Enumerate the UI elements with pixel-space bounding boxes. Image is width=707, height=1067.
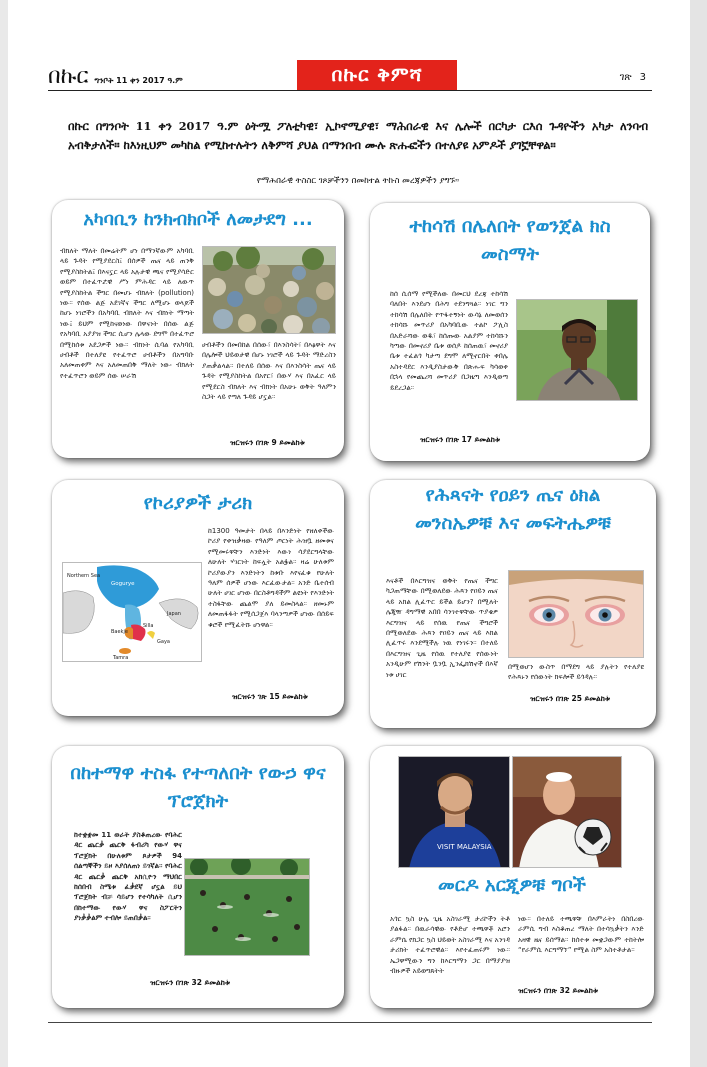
page-reference[interactable]: ዝርዝሩን በገጽ 32 ይመልከቱ	[150, 978, 230, 987]
map-label-sea: Northern Sea	[67, 573, 101, 579]
article-column: ነው። በተለይ ተጫዋቹ በእምራትነ በስበረው ራምሲ ግብ እስቆጠረ ማለት በተሳኳቃትን እንድ አዛዊ ዜና ይሰማል። ከሰተቱ መቋጋውም ተከትሎ “የራምሲ እርግማኘ” የሚል ስም አስተቶታል።	[518, 915, 644, 955]
footer-rule	[48, 1022, 652, 1023]
article-card-legal[interactable]	[370, 203, 650, 461]
map-label-bottom: Tamra	[113, 655, 129, 661]
page-reference[interactable]: ዝርዝሩን ገጽ 15 ይመልከቱ	[232, 692, 308, 701]
page-label: ገጽ	[619, 72, 632, 83]
swimming-pool-photo	[184, 858, 310, 956]
jersey-sponsor: VISIT MALAYSIA	[437, 843, 492, 851]
article-title: በከተማዋ ተስፋ የተጣለበት የውኃ ዋና ፕሮጀክት	[70, 763, 326, 812]
intro-paragraph: በኩር በግንቦት 11 ቀን 2017 ዓ.ም ዕትሟ ፖለቲካዊ፣ ኢኮኖሚያዊ፣ ማሕበራዊ እና ሌሎች በርካታ ርእሰ ጉዳዮችን አካታ ለንባብ አብቅታለች። ከእነዚህም መካከል የሚከተሉትን ለቅምሻ ያህል በማንበብ ሙሉ ጽሑፎችን በተለያዩ አምዶች ያገኟቸዋል።	[68, 119, 648, 152]
pope-with-ball-photo	[512, 756, 622, 868]
article-card-football[interactable]	[370, 746, 654, 1008]
article-column: እናቶች በእርግዝና ወቅት የጤና ችግር ካጋጠማቸው በሚወለደው ሕጻን የዐይን ጤና ላይ አክል ሊፈጥር ይችል ይሆን? በሚለት ሌጂዥ ዳግማዊ አበበ ሳንገተዋቸው ጥያቄዎ እርግዝና ላይ የሰዉ የጤና ችግሮች በሚወለደው ሕጻን የዐይን ጤና ላይ እክል ሊፈጥሩ እንደሚችሉ ነዉ የነገሩን። በተለይ በእርግዝና ጊዜ የሰዉ የተለያዩ የሰውነት አንዲሁም የሽንት ቧንቧ ኢንፌክሽኖች በእኛ ነቱ ሀገር	[386, 577, 498, 679]
newspaper-page	[8, 0, 690, 1067]
article-column: በሚወሆን ውስጥ በማደግ ላይ ያሉትን የተለያዩ የሕጻኑን የሰውነት ክፍሎች ይጎዳሉ።	[508, 663, 644, 682]
map-label-east: Japan	[167, 611, 181, 617]
korea-history-map	[62, 562, 202, 662]
article-column: ከሰ ሲሰማ የሚችለው በመርህ ደረጃ ተከሳሽ ባለበት እንደሆነ በሕግ ተደንግጓል። ነገር ግን ተከሳሽ በሌለበት የጥፋተኝነት ውሳኔ ለመወሰን ተከሳሹ መጥሪያ በአካባቢው ተልኮ ፖሊስ በአድራሻው ወዱ፣ ከሰጡው አልያም ተከሳሹን ካጣው በመኖሪያ ቤቱ ወሰዶ ከሰጠዉ፣ መኖሪያ ቤቱ ተፈልጎ ካታጣ ደግሞ ለሚኖርበት ቀበሌ አስተዳደር እንዲያስታውቅ በጽሑፍ ካሳወቀ በኋላ የመጨረሻ መጥሪያ በጋዜጣ እንዲወጣ ይደረጋል።	[390, 290, 508, 392]
article-column: አጎር ኳስ ሁሌ ጊዜ አስገራሚ ታሪኮችን ትቶ ያልፋል። በዉራሳዊው የቶድሆ ተጫዋቾ አሮን ራምሴ የክጋር ኳስ ህይወት አስገራሚ እና አንገዳ ታሪክት ተፈጥሮዊል። እየተፈጠሩም ነው። ኤጋዋሚውን ግን ከእርግማን ጋር በማያያዝ ብዙዎች አይወግጸትት	[390, 915, 510, 976]
article-title: አካባቢን ከንክብክቦች ለመታደግ ...	[83, 209, 313, 230]
child-eyes-photo	[508, 570, 644, 658]
page-number	[620, 72, 646, 83]
page-reference[interactable]: ዝርዝሩን በገጽ 9 ይመልከቱ	[230, 438, 305, 447]
article-card-eye-health[interactable]	[370, 480, 656, 728]
article-title: የኮሪያዎች ታሪክ	[143, 493, 253, 514]
map-label-south: Baekje	[111, 629, 128, 635]
map-label-kingdom: Silla	[143, 623, 154, 629]
header-rule	[48, 90, 652, 91]
article-title: መርዶ አርጂዎቹ ግቦች	[437, 875, 586, 896]
article-card-swimming[interactable]	[52, 746, 344, 1008]
viewer-scroll-strip[interactable]	[690, 0, 707, 1067]
map-label-state: Gogurye	[111, 581, 135, 587]
intro-subline: የማሕበራዊ ትስስር ገጾቻችንን በመከተል ትኩስ መረጃዎችን ያግኙ።	[256, 176, 460, 186]
article-title: የሕጻናት የዐይን ጤና ዕክል መንስኤዎቹ እና መፍትሔዎቹ	[415, 485, 611, 534]
garbage-photo	[202, 246, 336, 334]
page-number-value: 3	[639, 72, 646, 83]
article-card-korea[interactable]	[52, 480, 344, 716]
masthead-brand: በኩር	[48, 64, 89, 89]
map-label-right: Gaya	[157, 639, 170, 645]
article-column: ብክለት ማለት በመሬትም ሆነ በማንኛውም አካባቢ ላይ ጉዳት የሚያደርስ፤ በሰዎች ጤና ላይ ጠንቅ የሚያስከትል፤ በእናኗር ላይ አሉታዊ ጫና የሚያሳድር ወይም በተፈጥሯዊ ሥነ ምሕዳር ላይ ለውጥ የሚያስከትል ችግር በመሆኑ ብክለት (pollution) ነው። የሰው ልጅ አደገኛና ችግር ለሚሆኑ ወላጆች ከሆኑ ነገሮችን በአካባቢ ብክለት እና ብክነት ማጣት ነው፤ ይህም የሚከናወነው በዋናነት በሰው ልጅ የአካባቢ አያያዝ ችግር ሲሆን ሌላው ደግሞ በተፈጥሮ በሚከሰቱ አደጋዎች ነው። ብክነት ሲባል የአካባቢ ሀብቶች በተለያዩ የተፈጥሮ ሀብቶችን በአግባቡ አለመጠቀም እና አለመጠበቅ ማለት ነው፡ ብክለት የተፈጥሮን ወይም ሰው ሠራሽ	[60, 247, 194, 380]
page-reference[interactable]: ዝርዝሩን በገጽ 32 ይመልከቱ	[518, 986, 598, 995]
article-column: ከ1300 ዓመታት በላይ በእንድነት የዘለቀችው ኮሪያ የቀዝቃዛው የዓለም ጦርነት ሕዝቧ ዘመቱና የሚመሩዋቸን እንድነት እውነ ሳያደርግላቸው ለሁለት ሃገርነት ከፍሏት አልፏል። ዛሬ ሁለቱም ኮሪያውያን እንድነትን ከቱቡ እየናፈቁ የሁለት ዓለም ሰዎች ሆነው እርፈውታል። አንድ ቤተሰብ ሁለት ሀገር ሆነው በርስቶግዳችም ልዩነት የእንድነት ተስፋቸው ጨልሞ ያለ ይመስላል። ዘመኑም ለመጠፋፋት የሚሰጋጀእ ባላንጣዎች ሆነው በሰይፍ ቁሮች የሚፈትሹ ሆነዋል።	[208, 527, 334, 629]
page-reference[interactable]: ዝርዝሩን በገጽ 17 ይመልከቱ	[420, 435, 500, 444]
article-card-environment[interactable]	[52, 200, 344, 458]
article-column: ከተቋቋመ 11 ወራት ያስቆጠረው የባሕር ዳር ጨርቃ ጨርቅ ፋብሪካ የውሃ ዋና ፕሮጀክት በሁለቱም ጾታዎች 94 ሰልጣኞችን ይዞ እያሰለጠነ ይገኛል። የባሕር ዳር ጨርቃ ጨርቅ አክሲዮን ማህበር ከሰበብ ስሜቱ ፈቃደኛ ሆኗል ይህ ፕሮጀክት ብቻ ሳይሆን የተሳካለት ሲሆን በከተማው የውሃ ዋና ስፖርትን ያነቃቃልም ተብሎ ይጠበቃል።	[74, 831, 182, 923]
footballer-photo	[398, 756, 510, 868]
page-reference[interactable]: ዝርዝሩን በገጽ 25 ይመልከቱ	[530, 694, 610, 703]
article-title: ተከሳሽ በሌለበት የወንጀል ክስ መስማት	[409, 216, 611, 265]
article-column: ሀብቶችን በመበከል በሰው፣ በእንስሳት፣ በእፅዋት እና በሌሎች ህይወታዊ በሆኑ ነገሮች ላይ ጉዳት ማድረስን ያጠቃልላል። በተለይ በሰው እና በእንስሳት ጤና ላይ ጉዳት የሚያስከትል በአየር፣ በውሃ እና በአፈር ላይ የሚደርስ ብክለት እና ብክነት በአሁኑ ወቅት ዓለምን ስጋት ላይ የጣለ ጉዳይ ሆኗል።	[202, 341, 336, 402]
issue-date: ግንቦት 11 ቀን 2017 ዓ.ም	[94, 76, 183, 85]
man-portrait-photo	[516, 299, 638, 401]
section-logo: በኩር ቅምሻ	[297, 60, 457, 90]
masthead	[48, 64, 183, 89]
